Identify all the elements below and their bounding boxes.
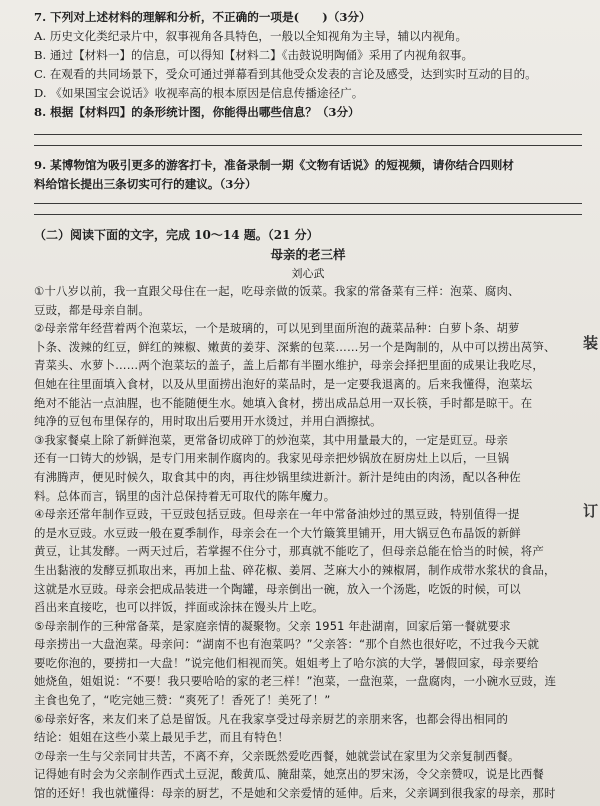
paragraph-line: 有沸腾声，便见时候久，取食其中的肉，再往炒锅里续进新汁。新汁是纯由的肉汤，配以各种佐 (34, 469, 521, 484)
paragraph-line: 但她在往里面填入食材，以及从里面捞出泡好的菜品时，是一定要我退离的。后来我懂得，泡菜坛 (34, 376, 533, 391)
paragraph-line: 记得她有时会为父亲制作西式土豆泥，酸黄瓜、腌甜菜，她烹出的罗宋汤，令父亲赞叹，说是比西餐 (34, 767, 544, 782)
paragraph-6 (34, 710, 582, 747)
article-author: 刘心武 (291, 267, 325, 280)
paragraph-line: ⑦母亲一生与父亲同甘共苦，不离不弃，父亲既然爱吃西餐，她就尝试在家里为父亲复制西餐。 (34, 748, 520, 763)
question-7-option-c: C. 在观看的共同场景下，受众可通过弹幕看到其他受众发表的言论及感受，达到实时互动的目的。 (34, 67, 537, 81)
paragraph-line: ⑥母亲好客，来友们来了总是留饭。凡在我家享受过母亲厨艺的亲朋来客，也都会得出相同的 (34, 711, 509, 726)
paragraph-4 (34, 505, 582, 617)
exam-content (34, 8, 582, 803)
paragraph-line: 她烧鱼，姐姐说：“不要！我只要哈哈的家的老三样！”泡菜，一盘泡菜，一盘腐肉，一小碗水豆豉，连 (34, 674, 557, 689)
paragraph-line: ③我家餐桌上除了新鲜泡菜，更常备切成碎丁的炒泡菜，其中用量最大的，一定是豇豆。母亲 (34, 432, 509, 447)
paragraph-2 (34, 319, 582, 431)
paragraph-line: ④母亲还常年制作豆豉，干豆豉包括豆豉。但母亲在一年中常备油炒过的黑豆豉，特别值得一提 (34, 507, 520, 522)
paragraph-line: 生出黏液的发酵豆抓取出来，再加上盐、碎花椒、姜屑、芝麻大小的辣椒屑，制作成带水浆状的食品， (34, 562, 556, 577)
margin-mark: 订 (582, 502, 598, 520)
paragraph-line: 母亲捞出一大盘泡菜。母亲问：“湖南不也有泡菜吗？”父亲答：“那个自然也很好吃，不过我今天就 (34, 637, 540, 652)
question-8-stem: 8. 根据【材料四】的条形统计图，你能得出哪些信息？（3分） (34, 105, 360, 119)
paragraph-line: 这就是水豆豉。母亲会把成品装进一个陶罐，母亲倒出一碗，放入一个汤匙，吃饭的时候，可以 (34, 581, 521, 596)
paragraph-line: 卜条、泼辣的红豆，鲜红的辣椒、嫩黄的姜芽、深紫的包菜……另一个是陶制的，从中可以捞出莴笋、 (34, 339, 556, 354)
paragraph-3 (34, 431, 582, 505)
question-9-line-1: 9. 某博物馆为吸引更多的游客打卡，准备录制一期《文物有话说》的短视频，请你结合四则材 (34, 158, 514, 172)
answer-line (34, 134, 582, 135)
paragraph-line: ②母亲常年经营着两个泡菜坛，一个是玻璃的，可以见到里面所泡的蔬菜品种：白萝卜条、胡萝 (34, 321, 520, 336)
paragraph-line: 黄豆，让其发酵。一两天过后，若掌握不住分寸，那真就不能吃了，但母亲总能在恰当的时候，将产 (34, 544, 544, 559)
paragraph-7 (34, 747, 582, 803)
paragraph-line: 馆的还好！我也就懂得：母亲的厨艺，不是她和父亲爱情的延伸。后来，父亲调到很我家的母亲，那时 (34, 786, 556, 801)
paragraph-line: 要吃你泡的，要捞扣一大盘！”说完他们相视而笑。姐姐考上了哈尔滨的大学，暑假回家，母亲要给 (34, 655, 539, 670)
paragraph-line: 豆豉，都是母亲自制。 (34, 302, 150, 317)
paragraph-line: 青菜头、水萝卜……两个泡菜坛的盖子，盖上后都有半圈水维护，母亲会择把里面的成果让我吃尽， (34, 358, 544, 373)
article-title: 母亲的老三样 (270, 247, 346, 262)
paragraph-line: 绝对不能沾一点油腥，也不能随便生水。她填入食材，捞出成品总用一双长筷，手时都是晾干。在 (34, 395, 533, 410)
question-7-stem: 7. 下列对上述材料的理解和分析，不正确的一项是( )（3分） (34, 10, 371, 24)
paragraph-line: 料。总体而言，锅里的卤汁总保持着无可取代的陈年魔力。 (34, 488, 336, 503)
paragraph-5 (34, 617, 582, 710)
answer-line (34, 203, 582, 204)
paragraph-line: ①十八岁以前，我一直跟父母住在一起，吃母亲做的饭菜。我家的常备菜有三样：泡菜、腐肉、 (34, 284, 520, 298)
answer-line (34, 214, 582, 215)
paragraph-line: 还有一口铸大的炒锅，是专门用来制作腐肉的。我家见母亲把炒锅放在厨房灶上以后，一旦锅 (34, 451, 510, 466)
section-heading: （二）阅读下面的文字，完成 10～14 题。（21 分） (34, 228, 319, 242)
margin-mark: 装 (582, 334, 598, 352)
paragraph-line: 纯净的豆包布里保存的，用时取出后要用开水烫过，并用白酒擦拭。 (34, 414, 382, 429)
question-9-line-2: 料给馆长提出三条切实可行的建议。（3分） (34, 177, 257, 191)
question-7-option-b: B. 通过【材料一】的信息，可以得知【材料二】《击鼓说明陶俑》采用了内视角叙事。 (34, 48, 474, 62)
paragraph-line: 舀出来直接吃，也可以拌饭，拌面或涂抹在馒头片上吃。 (34, 600, 324, 615)
paragraph-line: ⑤母亲制作的三种常备菜，是家庭亲情的凝聚物。父亲 1951 年赴湖南，回家后第一餐就要求 (34, 618, 511, 633)
answer-line (34, 145, 582, 146)
question-7-option-d: D. 《如果国宝会说话》收视率高的根本原因是信息传播途径广。 (34, 86, 364, 100)
paragraph-1 (34, 282, 582, 319)
question-7-option-a: A. 历史文化类纪录片中，叙事视角各具特色，一般以全知视角为主导，辅以内视角。 (34, 29, 468, 43)
paragraph-line: 主食也免了，“吃完她三赞：“爽死了！香死了！美死了！” (34, 693, 331, 708)
paragraph-line: 的是水豆豉。水豆豉一般在夏季制作，母亲会在一个大竹簸箕里铺开，用大锅豆色布晶饭的新鲜 (34, 525, 521, 540)
paragraph-line: 结论：姐姐在这些小菜上最见手艺，而且有特色！ (34, 730, 289, 745)
